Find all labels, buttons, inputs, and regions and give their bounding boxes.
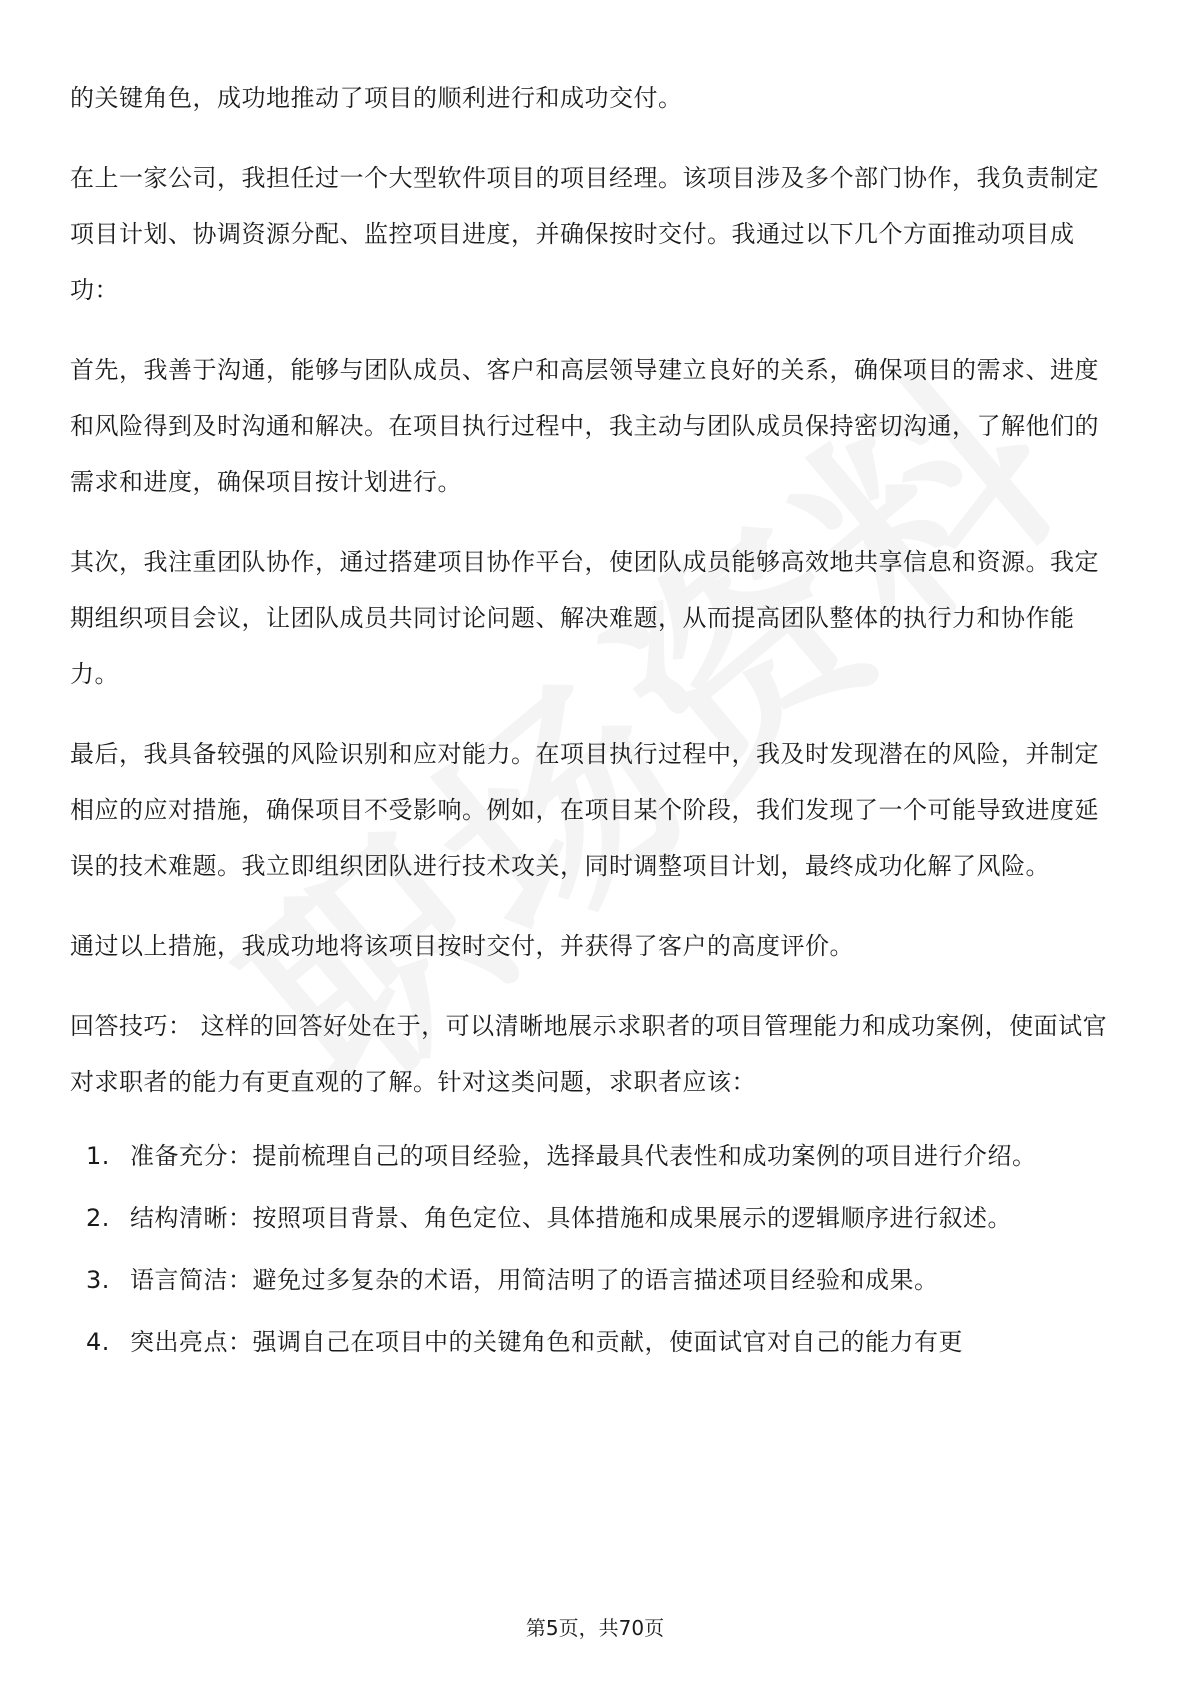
paragraph: 通过以上措施，我成功地将该项目按时交付，并获得了客户的高度评价。 (70, 932, 854, 960)
tips-list (70, 1128, 1110, 1370)
list-item-text: 结构清晰：按照项目背景、角色定位、具体措施和成果展示的逻辑顺序进行叙述。 (130, 1204, 1012, 1232)
list-item (70, 1314, 1110, 1370)
paragraph: 其次，我注重团队协作，通过搭建项目协作平台，使团队成员能够高效地共享信息和资源。我定期组织项目会议，让团队成员共同讨论问题、解决难题，从而提高团队整体的执行力和协作能力。 (70, 548, 1099, 688)
paragraph: 首先，我善于沟通，能够与团队成员、客户和高层领导建立良好的关系，确保项目的需求、进度和风险得到及时沟通和解决。在项目执行过程中，我主动与团队成员保持密切沟通，了解他们的需求和进度，确保项目按计划进行。 (70, 356, 1099, 496)
list-item-number: 1. (86, 1142, 110, 1170)
paragraph: 在上一家公司，我担任过一个大型软件项目的项目经理。该项目涉及多个部门协作，我负责制定项目计划、协调资源分配、监控项目进度，并确保按时交付。我通过以下几个方面推动项目成功： (70, 164, 1099, 304)
list-item (70, 1252, 1110, 1308)
page-number-footer: 第5页，共70页 (525, 1616, 665, 1640)
paragraph: 的关键角色，成功地推动了项目的顺利进行和成功交付。 (70, 84, 683, 112)
list-item-number: 2. (86, 1204, 110, 1232)
tips-intro: 回答技巧： 这样的回答好处在于，可以清晰地展示求职者的项目管理能力和成功案例，使面试官对求职者的能力有更直观的了解。针对这类问题，求职者应该： (70, 1012, 1108, 1096)
list-item-text: 语言简洁：避免过多复杂的术语，用简洁明了的语言描述项目经验和成果。 (130, 1266, 939, 1294)
list-item-number: 4. (86, 1328, 110, 1356)
list-item-text: 突出亮点：强调自己在项目中的关键角色和贡献，使面试官对自己的能力有更 (130, 1328, 963, 1356)
list-item (70, 1190, 1110, 1246)
paragraph: 最后，我具备较强的风险识别和应对能力。在项目执行过程中，我及时发现潜在的风险，并制定相应的应对措施，确保项目不受影响。例如，在项目某个阶段，我们发现了一个可能导致进度延误的技术难题。我立即组织团队进行技术攻关，同时调整项目计划，最终成功化解了风险。 (70, 740, 1099, 880)
list-item-text: 准备充分：提前梳理自己的项目经验，选择最具代表性和成功案例的项目进行介绍。 (130, 1142, 1037, 1170)
list-item-number: 3. (86, 1266, 110, 1294)
list-item (70, 1128, 1110, 1184)
